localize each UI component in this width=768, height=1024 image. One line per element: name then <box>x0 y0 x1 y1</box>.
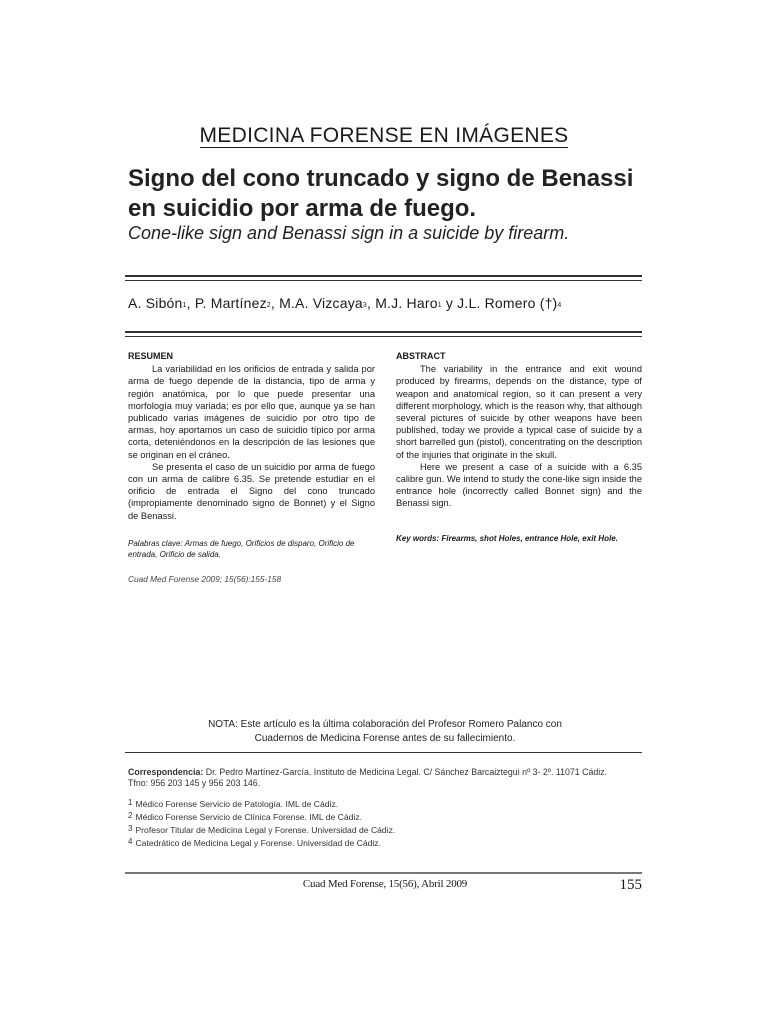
affiliation-text: Profesor Titular de Medicina Legal y Forense. Universidad de Cádiz. <box>135 825 396 835</box>
title-rule-top <box>125 275 642 277</box>
affiliation-number: 1 <box>128 798 133 807</box>
affiliation-number: 4 <box>128 837 133 846</box>
article-title-line-1: Signo del cono truncado y signo de Benassi <box>128 165 634 192</box>
author-name: A. Sibón <box>128 295 183 311</box>
memorial-note-line-2: Cuadernos de Medicina Forense antes de su fallecimiento. <box>254 733 516 744</box>
author-name: M.J. Haro <box>375 295 438 311</box>
author-list <box>128 295 648 311</box>
abstract-paragraph-1: The variability in the entrance and exit wound produced by firearms, depends on the distance, type of weapon and anatomical region, so it can present a very different morphology, which is the reason why, that although several pictures of suicide by other weapons have been published, today we provide a typical case of suicide by a short barrelled gun (pistol), concentrating on the description of the injuries that originate in the skull. <box>396 364 642 460</box>
resumen-column <box>128 350 375 585</box>
resumen-keywords-label: Palabras clave: <box>128 538 183 548</box>
correspondence-line <box>128 767 642 778</box>
article-title-line-2: en suicidio por arma de fuego. <box>128 195 477 222</box>
author-name: J.L. Romero (†) <box>457 295 558 311</box>
abstract-paragraph-2: Here we present a case of a suicide with a 6.35 calibre gun. We intend to study the cone-like sign inside the entrance hole (incorrectly called Bonnet sign) and the Benassi sign. <box>396 461 642 509</box>
affiliation-number: 2 <box>128 811 133 820</box>
abstract-column <box>396 350 642 545</box>
note-divider <box>125 752 642 753</box>
authors-rule-top <box>125 331 642 333</box>
correspondence-address: Dr. Pedro Martínez-García. Instituto de Medicina Legal. C/ Sánchez Barcaiztegui nº 3- 2º. 11071 Cádiz. <box>205 767 608 777</box>
section-title <box>0 124 768 148</box>
abstract-keywords-text: Firearms, shot Holes, entrance Hole, exit Hole. <box>441 533 618 543</box>
author-affiliation-mark: 1 <box>182 302 187 309</box>
abstract-heading: ABSTRACT <box>396 351 446 361</box>
author-name: P. Martínez <box>194 295 267 311</box>
author-affiliation-mark: 3 <box>362 302 368 309</box>
author-affiliation-mark: 1 <box>437 302 442 309</box>
affiliation-text: Catedrático de Medicina Legal y Forense. Universidad de Cádiz. <box>135 838 381 848</box>
author-separator: y <box>441 295 458 311</box>
section-title-text: MEDICINA FORENSE EN IMÁGENES <box>199 124 569 147</box>
page-number: 155 <box>619 877 642 893</box>
author-separator: , <box>186 295 195 311</box>
author-separator: , <box>367 295 376 311</box>
author-separator: , <box>270 295 280 311</box>
affiliation-number: 3 <box>128 824 133 833</box>
author-affiliation-mark: 2 <box>266 302 271 309</box>
article-citation: Cuad Med Forense 2009; 15(56):155-158 <box>128 573 282 584</box>
correspondence-block <box>128 767 642 789</box>
article-title-english: Cone-like sign and Benassi sign in a suicide by firearm. <box>128 223 570 243</box>
affiliation-item <box>128 798 628 809</box>
footer-rule <box>125 872 642 874</box>
article-title-spanish <box>128 164 648 224</box>
resumen-paragraph-2: Se presenta el caso de un suicidio por arma de fuego con un arma de calibre 6.35. Se pretende estudiar en el orificio de entrada el Signo del cono truncado (impropiamente denominado signo de Bonnet) y el Signo de Benassi. <box>128 461 375 521</box>
correspondence-phone: Tfno: 956 203 145 y 956 203 146. <box>128 778 261 788</box>
affiliation-item <box>128 811 628 822</box>
affiliation-item <box>128 824 628 835</box>
resumen-paragraph-1: La variabilidad en los orificios de entrada y salida por arma de fuego depende de la distancia, tipo de arma y región anatómica, por lo que puede presentar una morfología muy variada; es por ello que, aunque ya se han publicado varias imágenes de suicidio por otro tipo de armas, hoy aportamos un caso de suicidio típico por arma corta, deteniéndonos en la descripción de las lesiones que se originan en el cráneo. <box>128 364 375 460</box>
affiliation-item <box>128 837 628 848</box>
authors-rule-bottom <box>125 336 642 337</box>
abstract-keywords-label: Key words: <box>396 533 440 543</box>
affiliation-text: Médico Forense Servicio de Patología. IML de Cádiz. <box>135 799 339 809</box>
resumen-heading: RESUMEN <box>128 351 174 361</box>
author-affiliation-mark: 4 <box>557 302 562 309</box>
affiliation-text: Médico Forense Servicio de Clínica Forense. IML de Cádiz. <box>135 812 363 822</box>
abstract-keywords <box>396 533 642 545</box>
memorial-note-line-1: NOTA: Este artículo es la última colaboración del Profesor Romero Palanco con <box>208 719 562 730</box>
author-name: M.A. Vizcaya <box>279 295 363 311</box>
title-rule-bottom <box>125 280 642 281</box>
resumen-keywords <box>128 538 375 560</box>
correspondence-label: Correspondencia: <box>128 767 204 777</box>
memorial-note <box>128 718 642 746</box>
footer-journal-reference: Cuad Med Forense, 15(56), Abril 2009 <box>302 878 468 890</box>
resumen-keywords-text: Armas de fuego, Orificios de disparo, Orificio de entrada, Orificio de salida. <box>128 538 355 559</box>
